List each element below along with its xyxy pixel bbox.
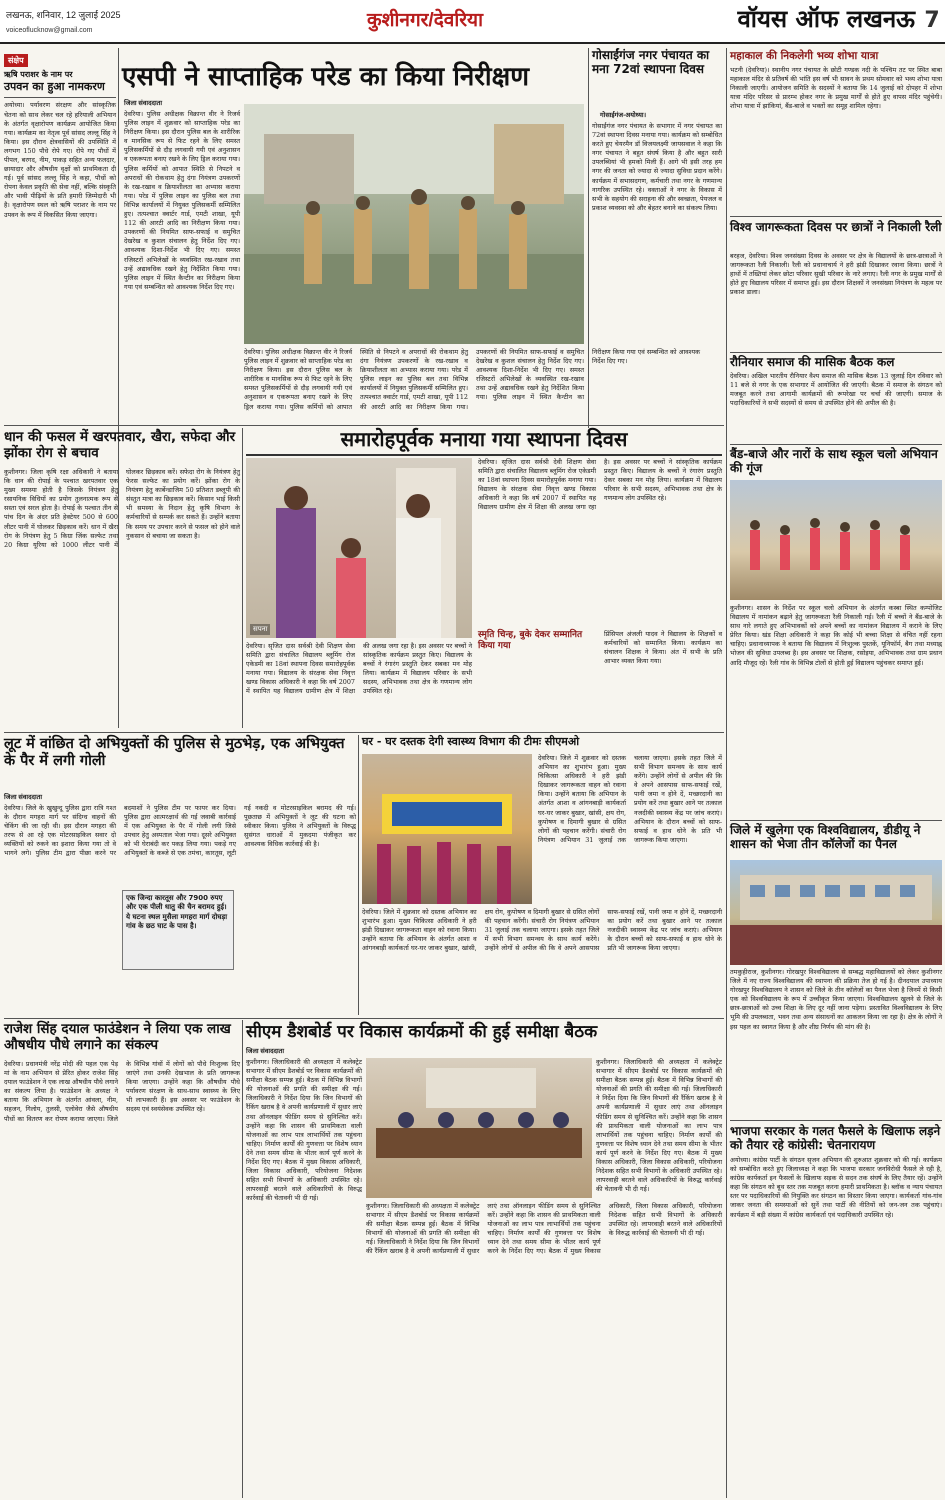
school-chalo-headline: बैंड-बाजे और नारों के साथ स्कूल चलो अभियान की गूंज: [730, 447, 938, 476]
column-rule: [358, 735, 359, 1015]
brand-logo: वॉयस ऑफ लखनऊ: [737, 5, 915, 33]
event-illustration: [246, 458, 472, 638]
column-rule: [726, 48, 727, 1498]
cm-dashboard-headline: सीएम डैशबोर्ड पर विकास कार्यक्रमों की हुई समीक्षा बैठक: [246, 1022, 598, 1042]
sp-parade-body-bottom: देवरिया। पुलिस अधीक्षक विक्रान्त वीर ने रिजर्व पुलिस लाइन में शुक्रवार को साप्ताहिक परेड का निरीक्षण किया। इस दौरान पुलिस बल के शारीरिक व मानसिक रूप से फिट रहने के लिए समस्त पुलिसकर्मियों से दौड़ लगवायी गयी एवं अनुशासन व एकरूपता बनाए रखने के लिए ड्रिल कराया गया। पुलिस कर्मियों को आपात स्थिति से निपटने व अपराधों की रोकथाम हेतु दंगा नियंत्रण उपकरणों के रख-रखाव व क्रियाशीलता का अभ्यास कराया गया। परेड में पुलिस लाइन का पुलिस बल तथा विभिन्न कार्यालयों में नियुक्त पुलिसकर्मी सम्मिलित हुए। तत्पश्चात क्वार्टर गार्ड, एमटी शाखा, यूपी 112 की आरटी आदि का निरीक्षण किया गया। उपकरणों की नियमित साफ-सफाई व समुचित देखरेख व कुशल संचालन हेतु निर्देश दिए गए। आवश्यक दिशा-निर्देश भी दिए गए। समस्त रजिस्टरों अभिलेखों के व्यवस्थित रख-रखाव तथा उन्हें अद्यावधिक रखने हेतु निर्देशित किया गया। पुलिस लाइन में स्थित कैन्टीन का निरीक्षण किया गया एवं सम्बन्धित को आवश्यक निर्देश दिए गए।: [244, 348, 700, 411]
mahakal-body: भटनी (देवरिया)। स्थानीय नगर पंचायत के छोटी गण्डक नदी के पश्चिम तट पर स्थित बाबा महाकाल मंदिर से प्रतिवर्ष की भांति इस वर्ष भी सावन के प्रथम सोमवार को भव्य शोभा यात्रा निकाली जाएगी। आयोजन समिति के सदस्यों ने बताया कि 14 जुलाई को दोपहर में शोभा यात्रा मंदिर परिसर से प्रारम्भ होकर नगर के प्रमुख मार्गों से होते हुए वापस मंदिर पहुंचेगी। शोभा यात्रा में झांकियां, बैंड-बाजे व भक्तों का समूह शामिल रहेगा।: [730, 66, 942, 111]
cm-dashboard-body-left: कुशीनगर। जिलाधिकारी की अध्यक्षता में कलेक्ट्रेट सभागार में सीएम डैशबोर्ड पर विकास कार्यक्रमों की समीक्षा बैठक सम्पन्न हुई। बैठक में विभिन्न विभागों की योजनाओं की प्रगति की समीक्षा की गई। जिलाधिकारी ने निर्देश दिया कि जिन विभागों की रैंकिंग खराब है वे अपनी कार्यप्रणाली में सुधार लाएं तथा ऑनलाइन फीडिंग समय से सुनिश्चित करें। उन्होंने कहा कि शासन की प्राथमिकता वाली योजनाओं का लाभ पात्र लाभार्थियों तक पहुंचना चाहिए। निर्माण कार्यों की गुणवत्ता पर विशेष ध्यान देने तथा समय सीमा के भीतर कार्य पूर्ण करने के निर्देश दिए गए। बैठक में मुख्य विकास अधिकारी, जिला विकास अधिकारी, परियोजना निदेशक सहित सभी विभागों के अधिकारी उपस्थित रहे। लापरवाही बरतने वाले अधिकारियों के विरुद्ध कार्रवाई की चेतावनी भी दी गई।: [246, 1058, 362, 1203]
column-rule: [242, 1020, 243, 1498]
jansankhya-body: बरहज, देवरिया। विश्व जनसंख्या दिवस के अवसर पर क्षेत्र के विद्यालयों के छात्र-छात्राओं ने जागरूकता रैली निकाली। रैली को प्रधानाचार्य ने हरी झंडी दिखाकर रवाना किया। छात्रों ने हाथों में तख्तियां लेकर छोटा परिवार सुखी परिवार के नारे लगाए। रैली नगर के प्रमुख मार्गों से होते हुए विद्यालय परिसर में समाप्त हुई। इस दौरान शिक्षकों ने जनसंख्या नियंत्रण के महत्व पर प्रकाश डाला।: [730, 252, 942, 297]
school-rally-photo: [730, 480, 942, 600]
swasthya-body-bottom: देवरिया। जिले में शुक्रवार को दस्तक अभियान का शुभारंभ हुआ। मुख्य चिकित्सा अधिकारी ने हरी झंडी दिखाकर जागरूकता वाहन को रवाना किया। उन्होंने बताया कि अभियान के अंतर्गत आशा व आंगनबाड़ी कार्यकर्ता घर-घर जाकर बुखार, खांसी, क्षय रोग, कुपोषण व दिमागी बुखार से ग्रसित लोगों की पहचान करेंगी। संचारी रोग नियंत्रण अभियान 31 जुलाई तक चलाया जाएगा। इसके तहत जिले में सभी विभाग समन्वय के साथ कार्य करेंगे। उन्होंने लोगों से अपील की कि वे अपने आसपास साफ-सफाई रखें, पानी जमा न होने दें, मच्छरदानी का प्रयोग करें तथा बुखार आने पर तत्काल नजदीकी स्वास्थ्य केंद्र पर जांच कराएं। अभियान के दौरान बच्चों को साफ-सफाई व हाथ धोने के प्रति भी जागरूक किया जाएगा।: [362, 908, 722, 953]
brief-body: अयोध्या। पर्यावरण संरक्षण और सांस्कृतिक चेतना को साथ लेकर चल रहे हरियाली अभियान के अंतर्गत वृक्षारोपण कार्यक्रम आयोजित किया गया। कार्यक्रम का नेतृत्व पूर्व सांसद लल्लू सिंह ने किया। इस दौरान क्षेत्रवासियों की उपस्थिति में लगभग 150 पौधे रोपे गए। रोपे गए पौधों में पीपल, बरगद, नीम, पाकड़ सहित अन्य फलदार, छायादार और औषधीय वृक्षों को प्राथमिकता दी गई। पूर्व सांसद लल्लू सिंह ने कहा, पौधों को रोपना केवल प्रकृति की सेवा नहीं, बल्कि संस्कृति और भावी पीढ़ियों के प्रति हमारी जिम्मेदारी भी है। वृक्षारोपण स्थल को ऋषि पराशर के नाम पर उपवन के रूप में विकसित किया जाएगा।: [4, 101, 116, 219]
sthapana-headline: समारोहपूर्वक मनाया गया स्थापना दिवस: [246, 428, 722, 456]
meeting-photo: [366, 1058, 592, 1198]
gosaiganj-body: गोसाईंगंज नगर पंचायत के सभागार में नगर पंचायत का 72वां स्थापना दिवस मनाया गया। कार्यक्रम को सम्बोधित करते हुए चेयरमैन डॉ विजयलक्ष्मी जायसवाल ने कहा कि नगर पंचायत ने बहुत संघर्ष किया है और बहुत सारी उपलब्धियां भी हमको मिली हैं। आगे भी इसी तरह हम नगर की जनता को ज्यादा से ज्यादा सुविधा प्रदान करेंगे। कार्यक्रम में सभासदगण, कर्मचारी तथा नगर के गणमान्य नागरिक उपस्थित रहे। वक्ताओं ने नगर के विकास में सभी के सहयोग की सराहना की और स्वच्छता, पेयजल व प्रकाश व्यवस्था को और बेहतर बनाने का संकल्प लिया।: [592, 122, 722, 212]
meeting-illustration: [366, 1058, 592, 1198]
email: voiceoflucknow@gmail.com: [6, 27, 93, 34]
rally-illustration: [730, 480, 942, 600]
campaign-illustration: [362, 754, 532, 904]
section-rule: [4, 425, 724, 426]
loot-body: देवरिया। जिले के खुखुन्दू पुलिस द्वारा रात्रि गश्त के दौरान मगहरा मार्ग पर संदिग्ध वाहनों की चेकिंग की जा रही थी। इस दौरान मगहरा की तरफ से आ रहे एक मोटरसाइकिल सवार दो व्यक्तियों को रुकने का इशारा किया गया तो वे भागने लगे। पुलिस टीम द्वारा पीछा करने पर बदमाशों ने पुलिस टीम पर फायर कर दिया। पुलिस द्वारा आत्मरक्षार्थ की गई जवाबी कार्रवाई में एक अभियुक्त के पैर में गोली लगी जिसे उपचार हेतु अस्पताल भेजा गया। दूसरे अभियुक्त को भी घेराबंदी कर पकड़ लिया गया। पकड़े गए अभियुक्तों के कब्जे से एक तमंचा, कारतूस, लूटी गई नकदी व मोटरसाइकिल बरामद की गई। पूछताछ में अभियुक्तों ने लूट की घटना को स्वीकार किया। पुलिस ने अभियुक्तों के विरुद्ध सुसंगत धाराओं में मुकदमा पंजीकृत कर आवश्यक विधिक कार्रवाई की है।: [4, 804, 356, 858]
jansankhya-headline: विश्व जागरूकता दिवस पर छात्रों ने निकाली रैली: [730, 220, 942, 234]
dateline: लखनऊ, शनिवार, 12 जुलाई 2025: [6, 10, 121, 20]
sthapana-body-right: देवरिया। सृजित दास सर्वश्री देवी शिक्षण सेवा समिति द्वारा संचालित विद्यालय ब्लूमिंग रोज एकेडमी का 18वां स्थापना दिवस समारोहपूर्वक मनाया गया। विद्यालय के संरक्षक सेवा निवृत्त खण्ड विकास अधिकारी ने कहा कि वर्ष 2007 में स्थापित यह विद्यालय ग्रामीण क्षेत्र में शिक्षा की अलख जगा रहा है। इस अवसर पर बच्चों ने सांस्कृतिक कार्यक्रम प्रस्तुत किए। विद्यालय के बच्चों ने रंगारंग प्रस्तुति देकर सबका मन मोह लिया। कार्यक्रम में विद्यालय परिवार के सभी सदस्य, अभिभावक तथा क्षेत्र के गणमान्य लोग उपस्थित रहे।: [478, 458, 722, 512]
health-campaign-photo: [362, 754, 532, 904]
column-rule: [242, 428, 243, 728]
gosaiganj-headline: गोसाईंगंज नगर पंचायत का मना 72वां स्थापना दिवस: [592, 48, 710, 77]
loot-headline: लूट में वांछित दो अभियुक्तों की पुलिस से मुठभेड़, एक अभियुक्त के पैर में लगी गोली: [4, 736, 345, 770]
bhajpa-headline: भाजपा सरकार के गलत फैसले के खिलाफ लड़ने को तैयार रहे कांग्रेसी: चेतनारायण: [730, 1124, 941, 1153]
vishwavidyalaya-body: तमकुहीराज, कुशीनगर। गोरखपुर विश्वविद्यालय से सम्बद्ध महाविद्यालयों को लेकर कुशीनगर जिले में नए राज्य विश्वविद्यालय की स्थापना की प्रक्रिया तेज हो गई है। दीनदयाल उपाध्याय गोरखपुर विश्वविद्यालय ने शासन को जिले के तीन कॉलेजों का पैनल भेजा है जिनमें से किसी एक को विश्वविद्यालय के रूप में उच्चीकृत किया जाएगा। विश्वविद्यालय खुलने से जिले के छात्र-छात्राओं को उच्च शिक्षा के लिए दूर नहीं जाना पड़ेगा। प्रस्तावित विश्वविद्यालय के लिए भूमि की उपलब्धता, भवन तथा अन्य संसाधनों का आकलन किया जा रहा है। क्षेत्र के लोगों ने इस पहल का स्वागत किया है और शीघ्र निर्णय की मांग की है।: [730, 968, 942, 1031]
brief-block: [4, 48, 116, 408]
cm-dashboard-body-right: कुशीनगर। जिलाधिकारी की अध्यक्षता में कलेक्ट्रेट सभागार में सीएम डैशबोर्ड पर विकास कार्यक्रमों की समीक्षा बैठक सम्पन्न हुई। बैठक में विभिन्न विभागों की योजनाओं की प्रगति की समीक्षा की गई। जिलाधिकारी ने निर्देश दिया कि जिन विभागों की रैंकिंग खराब है वे अपनी कार्यप्रणाली में सुधार लाएं तथा ऑनलाइन फीडिंग समय से सुनिश्चित करें। उन्होंने कहा कि शासन की प्राथमिकता वाली योजनाओं का लाभ पात्र लाभार्थियों तक पहुंचना चाहिए। निर्माण कार्यों की गुणवत्ता पर विशेष ध्यान देने तथा समय सीमा के भीतर कार्य पूर्ण करने के निर्देश दिए गए। बैठक में मुख्य विकास अधिकारी, जिला विकास अधिकारी, परियोजना निदेशक सहित सभी विभागों के अधिकारी उपस्थित रहे। लापरवाही बरतने वाले अधिकारियों के विरुद्ध कार्रवाई की चेतावनी भी दी गई।: [596, 1058, 722, 1194]
photo-caption: सपना: [250, 624, 270, 635]
cm-dashboard-body-bottom: कुशीनगर। जिलाधिकारी की अध्यक्षता में कलेक्ट्रेट सभागार में सीएम डैशबोर्ड पर विकास कार्यक्रमों की समीक्षा बैठक सम्पन्न हुई। बैठक में विभिन्न विभागों की योजनाओं की प्रगति की समीक्षा की गई। जिलाधिकारी ने निर्देश दिया कि जिन विभागों की रैंकिंग खराब है वे अपनी कार्यप्रणाली में सुधार लाएं तथा ऑनलाइन फीडिंग समय से सुनिश्चित करें। उन्होंने कहा कि शासन की प्राथमिकता वाली योजनाओं का लाभ पात्र लाभार्थियों तक पहुंचना चाहिए। निर्माण कार्यों की गुणवत्ता पर विशेष ध्यान देने तथा समय सीमा के भीतर कार्य पूर्ण करने के निर्देश दिए गए। बैठक में मुख्य विकास अधिकारी, जिला विकास अधिकारी, परियोजना निदेशक सहित सभी विभागों के अधिकारी उपस्थित रहे। लापरवाही बरतने वाले अधिकारियों के विरुद्ध कार्रवाई की चेतावनी भी दी गई।: [366, 1202, 722, 1256]
brief-tag: संक्षेप: [4, 54, 28, 67]
swasthya-headline: घर - घर दस्तक देगी स्वास्थ्य विभाग की टीमः सीएमओ: [362, 735, 580, 748]
mahakal-headline: महाकाल की निकलेगी भव्य शोभा यात्रा: [730, 50, 879, 62]
brief-kicker: ऋषि पराशर के नाम पर: [4, 70, 73, 79]
loot-byline: जिला संवाददाता: [4, 794, 43, 801]
rauniyar-headline: रौनियार समाज की मासिक बैठक कल: [730, 355, 895, 369]
college-illustration: [730, 860, 942, 965]
sthapana-subhead: स्मृति चिन्ह, बुके देकर सम्मानित किया गया: [478, 630, 583, 651]
story-rule: [730, 216, 942, 217]
page-number: 7: [924, 8, 940, 33]
dhan-body: कुशीनगर। जिला कृषि रक्षा अधिकारी ने बताया कि धान की रोपाई के पश्चात खरपतवार एक मुख्य समस्या होती है जिसके नियंत्रण हेतु रसायनिक विधियों का प्रयोग तुलनात्मक रूप से सस्ता एवं सरल होता है। रोपाई के पश्चात तीन से पांच दिन के अंदर प्रति हेक्टेयर 500 से 600 लीटर पानी में घोलकर छिड़काव करें। धान में खैरा रोग के नियंत्रण हेतु 5 किग्रा जिंक सल्फेट तथा 20 किग्रा यूरिया को 1000 लीटर पानी में घोलकर छिड़काव करें। सफेदा रोग के नियंत्रण हेतु फेरस सल्फेट का प्रयोग करें। झोंका रोग के नियंत्रण हेतु कार्बेन्डाजिम 50 प्रतिशत डब्लूपी की संस्तुत मात्रा का छिड़काव करें। किसान भाई किसी भी समस्या के निदान हेतु कृषि विभाग के कर्मचारियों से सम्पर्क कर सकते हैं। उन्होंने बताया कि समय पर उपचार करने से फसल को होने वाले नुकसान से बचाया जा सकता है।: [4, 468, 240, 549]
sthapana-body-left: देवरिया। सृजित दास सर्वश्री देवी शिक्षण सेवा समिति द्वारा संचालित विद्यालय ब्लूमिंग रोज एकेडमी का 18वां स्थापना दिवस समारोहपूर्वक मनाया गया। विद्यालय के संरक्षक सेवा निवृत्त खण्ड विकास अधिकारी ने कहा कि वर्ष 2007 में स्थापित यह विद्यालय ग्रामीण क्षेत्र में शिक्षा की अलख जगा रहा है। इस अवसर पर बच्चों ने सांस्कृतिक कार्यक्रम प्रस्तुत किए। विद्यालय के बच्चों ने रंगारंग प्रस्तुति देकर सबका मन मोह लिया। कार्यक्रम में विद्यालय परिवार के सभी सदस्य, अभिभावक तथा क्षेत्र के गणमान्य लोग उपस्थित रहे।: [246, 642, 472, 696]
story-rule: [730, 1120, 942, 1121]
section-rule: [4, 1018, 724, 1019]
rajesh-body: देवरिया। प्रधानमंत्री नरेंद्र मोदी की पहल एक पेड़ मां के नाम अभियान से प्रेरित होकर राजेश सिंह दयाल फाउंडेशन ने एक लाख औषधीय पौधे लगाने का संकल्प लिया है। फाउंडेशन के अध्यक्ष ने बताया कि अभियान के अंतर्गत आंवला, नीम, सहजन, गिलोय, तुलसी, एलोवेरा जैसे औषधीय पौधों का वितरण कर रोपण कराया जाएगा। जिले के विभिन्न गांवों में लोगों को पौधे निःशुल्क दिए जाएंगे तथा उनकी देखभाल के प्रति जागरूक किया जाएगा। उन्होंने कहा कि औषधीय पौधे पर्यावरण संरक्षण के साथ-साथ स्वास्थ्य के लिए भी लाभकारी हैं। इस अवसर पर फाउंडेशन के सदस्य एवं स्वयंसेवक उपस्थित रहे।: [4, 1060, 240, 1123]
story-rule: [730, 352, 942, 353]
school-chalo-body: कुशीनगर। शासन के निर्देश पर स्कूल चलो अभियान के अंतर्गत कस्बा स्थित कम्पोजिट विद्यालय में नामांकन बढ़ाने हेतु जागरूकता रैली निकाली गई। रैली में बच्चों ने बैंड-बाजे के साथ नारे लगाते हुए अभिभावकों को अपने बच्चों का नामांकन विद्यालय में कराने के लिए प्रेरित किया। खंड शिक्षा अधिकारी ने कहा कि कोई भी बच्चा शिक्षा से वंचित नहीं रहना चाहिए। प्रधानाध्यापक ने बताया कि विद्यालय में निःशुल्क पुस्तकें, यूनिफॉर्म, बैग तथा मध्याह्न भोजन की सुविधा उपलब्ध है। इस अवसर पर शिक्षक, रसोइया, अभिभावक तथा ग्राम प्रधान आदि मौजूद रहे। रैली गांव के विभिन्न टोलों से होती हुई विद्यालय पहुंचकर समाप्त हुई।: [730, 604, 942, 667]
vishwavidyalaya-headline: जिले में खुलेगा एक विश्वविद्यालय, डीडीयू ने शासन को भेजा तीन कॉलेजों का पैनल: [730, 823, 921, 852]
rajesh-headline: राजेश सिंह दयाल फाउंडेशन ने लिया एक लाख औषधीय पौधे लगाने का संकल्प: [4, 1021, 231, 1053]
swasthya-body-right: देवरिया। जिले में शुक्रवार को दस्तक अभियान का शुभारंभ हुआ। मुख्य चिकित्सा अधिकारी ने हरी झंडी दिखाकर जागरूकता वाहन को रवाना किया। उन्होंने बताया कि अभियान के अंतर्गत आशा व आंगनबाड़ी कार्यकर्ता घर-घर जाकर बुखार, खांसी, क्षय रोग, कुपोषण व दिमागी बुखार से ग्रसित लोगों की पहचान करेंगी। संचारी रोग नियंत्रण अभियान 31 जुलाई तक चलाया जाएगा। इसके तहत जिले में सभी विभाग समन्वय के साथ कार्य करेंगे। उन्होंने लोगों से अपील की कि वे अपने आसपास साफ-सफाई रखें, पानी जमा न होने दें, मच्छरदानी का प्रयोग करें तथा बुखार आने पर तत्काल नजदीकी स्वास्थ्य केंद्र पर जांच कराएं। अभियान के दौरान बच्चों को साफ-सफाई व हाथ धोने के प्रति भी जागरूक किया जाएगा।: [538, 754, 722, 844]
sp-parade-body-left: देवरिया। पुलिस अधीक्षक विक्रान्त वीर ने रिजर्व पुलिस लाइन में शुक्रवार को साप्ताहिक परेड का निरीक्षण किया। इस दौरान पुलिस बल के शारीरिक व मानसिक रूप से फिट रहने के लिए समस्त पुलिसकर्मियों से दौड़ लगवायी गयी एवं अनुशासन व एकरूपता बनाए रखने के लिए ड्रिल कराया गया। पुलिस कर्मियों को आपात स्थिति से निपटने व अपराधों की रोकथाम हेतु दंगा नियंत्रण उपकरणों के रख-रखाव व क्रियाशीलता का अभ्यास कराया गया। परेड में पुलिस लाइन का पुलिस बल तथा विभिन्न कार्यालयों में नियुक्त पुलिसकर्मी सम्मिलित हुए। तत्पश्चात क्वार्टर गार्ड, एमटी शाखा, यूपी 112 की आरटी आदि का निरीक्षण किया गया। उपकरणों की नियमित साफ-सफाई व समुचित देखरेख व कुशल संचालन हेतु निर्देश दिए गए। आवश्यक दिशा-निर्देश भी दिए गए। समस्त रजिस्टरों अभिलेखों के व्यवस्थित रख-रखाव तथा उन्हें अद्यावधिक रखने हेतु निर्देशित किया गया। पुलिस लाइन में स्थित कैन्टीन का निरीक्षण किया गया एवं सम्बन्धित को आवश्यक निर्देश दिए गए।: [124, 110, 240, 291]
sthapana-body2: प्रिंसिपल अंजली यादव ने विद्यालय के शिक्षकों व कर्मचारियों को सम्मानित किया। कार्यक्रम का संचालन शिक्षक ने किया। अंत में सभी के प्रति आभार व्यक्त किया गया।: [604, 630, 722, 666]
section-title: कुशीनगर/देवरिया: [366, 10, 483, 31]
rauniyar-body: देवरिया। अखिल भारतीय रौनियार वैश्य समाज की मासिक बैठक 13 जुलाई दिन रविवार को 11 बजे से नगर के एक सभागार में आयोजित की जाएगी। बैठक में समाज के संगठन को मजबूत करने तथा आगामी कार्यक्रमों की रूपरेखा पर चर्चा की जाएगी। समाज के पदाधिकारियों ने सभी सदस्यों से समय से उपस्थित होने की अपील की है।: [730, 372, 942, 408]
story-rule: [730, 820, 942, 821]
police-parade-illustration: [244, 104, 584, 344]
cm-dashboard-byline: जिला संवाददाता: [246, 1048, 285, 1055]
story-rule: [730, 444, 942, 445]
bhajpa-body: अयोध्या। कांग्रेस पार्टी के संगठन सृजन अभियान की शुरुआत शुक्रवार को की गई। कार्यक्रम को सम्बोधित करते हुए जिलाध्यक्ष ने कहा कि भाजपा सरकार जनविरोधी फैसले ले रही है, कांग्रेस कार्यकर्ता इन फैसलों के खिलाफ सड़क से सदन तक संघर्ष के लिए तैयार रहें। उन्होंने कहा कि संगठन को बूथ स्तर तक मजबूत करना हमारी प्राथमिकता है। ब्लॉक व न्याय पंचायत स्तर पर पदाधिकारियों की नियुक्ति कर संगठन का विस्तार किया जाएगा। कार्यकर्ता गांव-गांव जाकर जनता की समस्याओं को सुनें तथा पार्टी की नीतियों को जन-जन तक पहुंचाएं। कार्यक्रम में बड़ी संख्या में कांग्रेस कार्यकर्ता एवं पदाधिकारी उपस्थित रहे।: [730, 1156, 942, 1219]
school-event-photo: [246, 458, 472, 638]
section-rule: [4, 732, 724, 733]
gosaiganj-byline: गोसाईगंज-अयोध्या।: [600, 112, 647, 119]
masthead: [0, 0, 945, 44]
loot-callout: एक जिन्दा कारतूस और 7900 रुपए और एक पीली धातु की चैन बरामद हुई। ये घटना स्थल मुसैला मगहरा मार्ग दोघड़ा गांव के छठ घाट के पास है।: [122, 890, 234, 970]
column-rule: [588, 48, 589, 428]
police-parade-photo: [244, 104, 584, 344]
brief-headline: उपवन का हुआ नामकरण: [4, 81, 116, 98]
college-photo: [730, 860, 942, 965]
dhan-headline: धान की फसल में खरपतवार, खैरा, सफेदा और झोंका रोग से बचाव: [4, 429, 236, 461]
sp-parade-byline: जिला संवाददाता: [124, 100, 163, 107]
sp-parade-headline: एसपी ने साप्ताहिक परेड का किया निरीक्षण: [122, 62, 530, 92]
